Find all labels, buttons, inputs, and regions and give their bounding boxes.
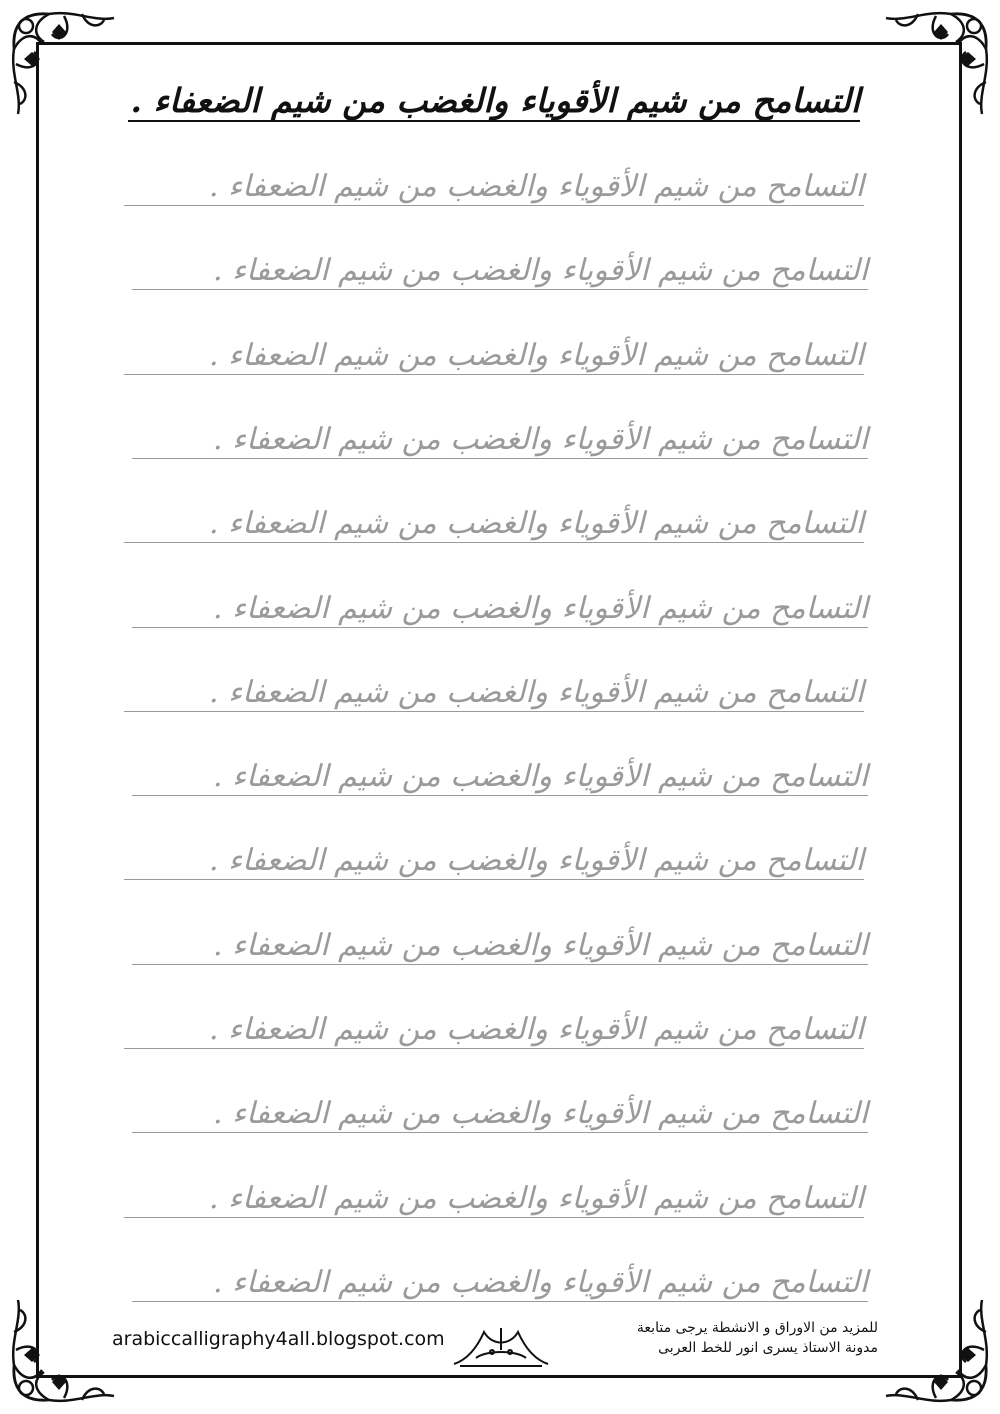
baseline-rule xyxy=(132,964,868,965)
baseline-rule xyxy=(124,205,864,206)
trace-line-row xyxy=(132,1246,868,1306)
ornamental-corner-icon xyxy=(4,1290,124,1410)
trace-line-row xyxy=(132,572,868,632)
model-sentence-row xyxy=(128,66,860,126)
trace-sentence: التسامح من شيم الأقوياء والغضب من شيم الضعفاء . xyxy=(209,338,864,373)
trace-line-row xyxy=(132,403,868,463)
trace-sentence: التسامح من شيم الأقوياء والغضب من شيم الضعفاء . xyxy=(213,928,868,963)
baseline-rule xyxy=(124,1217,864,1218)
ornamental-corner-icon xyxy=(4,4,124,124)
baseline-rule xyxy=(124,879,864,880)
footer-note-line2: مدونة الاستاذ يسرى انور للخط العربى xyxy=(658,1340,878,1356)
trace-sentence: التسامح من شيم الأقوياء والغضب من شيم الضعفاء . xyxy=(209,843,864,878)
trace-line-row xyxy=(124,656,864,716)
trace-sentence: التسامح من شيم الأقوياء والغضب من شيم الضعفاء . xyxy=(209,1012,864,1047)
trace-sentence: التسامح من شيم الأقوياء والغضب من شيم الضعفاء . xyxy=(213,1096,868,1131)
baseline-rule xyxy=(132,627,868,628)
calligraphy-logo-icon xyxy=(446,1320,556,1372)
trace-sentence: التسامح من شيم الأقوياء والغضب من شيم الضعفاء . xyxy=(209,506,864,541)
trace-line-row xyxy=(132,1077,868,1137)
trace-line-row xyxy=(132,909,868,969)
baseline-rule xyxy=(124,1048,864,1049)
trace-sentence: التسامح من شيم الأقوياء والغضب من شيم الضعفاء . xyxy=(213,1265,868,1300)
trace-sentence: التسامح من شيم الأقوياء والغضب من شيم الضعفاء . xyxy=(209,675,864,710)
baseline-rule xyxy=(132,458,868,459)
trace-line-row xyxy=(124,150,864,210)
baseline-rule xyxy=(132,1301,868,1302)
baseline-rule xyxy=(132,795,868,796)
blog-url: arabiccalligraphy4all.blogspot.com xyxy=(112,1328,445,1350)
ornamental-corner-icon xyxy=(876,4,996,124)
trace-sentence: التسامح من شيم الأقوياء والغضب من شيم الضعفاء . xyxy=(213,422,868,457)
model-sentence: التسامح من شيم الأقوياء والغضب من شيم الضعفاء . xyxy=(130,81,860,120)
footer-note-line1: للمزيد من الاوراق و الانشطة يرجى متابعة xyxy=(636,1320,878,1336)
trace-line-row xyxy=(124,1162,864,1222)
baseline-rule xyxy=(124,374,864,375)
trace-sentence: التسامح من شيم الأقوياء والغضب من شيم الضعفاء . xyxy=(213,591,868,626)
baseline-rule xyxy=(132,1132,868,1133)
ornamental-corner-icon xyxy=(876,1290,996,1410)
trace-sentence: التسامح من شيم الأقوياء والغضب من شيم الضعفاء . xyxy=(209,1181,864,1216)
trace-line-row xyxy=(132,234,868,294)
baseline-rule xyxy=(124,711,864,712)
footer-note xyxy=(637,1318,878,1358)
trace-line-row xyxy=(132,740,868,800)
trace-sentence: التسامح من شيم الأقوياء والغضب من شيم الضعفاء . xyxy=(213,759,868,794)
trace-line-row xyxy=(124,993,864,1053)
baseline-rule xyxy=(132,289,868,290)
baseline-rule xyxy=(124,542,864,543)
trace-line-row xyxy=(124,487,864,547)
trace-sentence: التسامح من شيم الأقوياء والغضب من شيم الضعفاء . xyxy=(209,169,864,204)
baseline-rule xyxy=(128,120,860,122)
trace-line-row xyxy=(124,319,864,379)
trace-line-row xyxy=(124,824,864,884)
trace-sentence: التسامح من شيم الأقوياء والغضب من شيم الضعفاء . xyxy=(213,253,868,288)
